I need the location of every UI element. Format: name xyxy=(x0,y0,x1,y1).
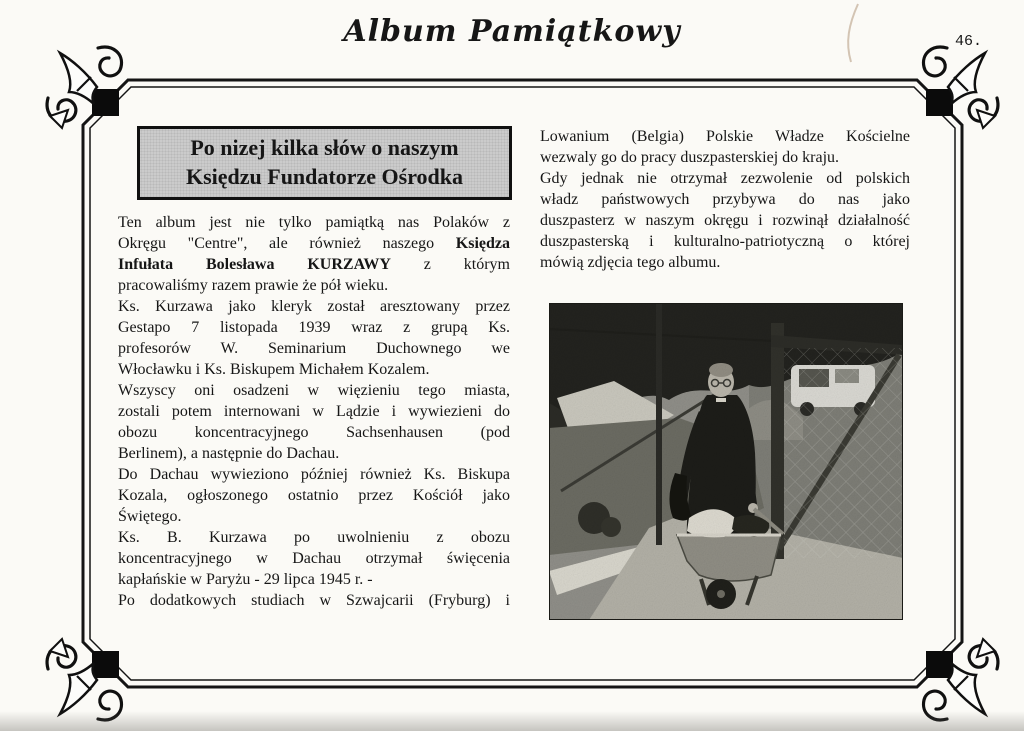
text-line: profesorów W. Seminarium Duchownego we xyxy=(118,340,510,357)
text-line: Włocławku i Ks. Biskupem Michałem Kozalem. xyxy=(118,361,430,378)
corner-ornament-bottom-right xyxy=(924,639,998,720)
photo-priest-wheelbarrow xyxy=(549,303,903,620)
text-line: władz państwowych przybywa do nas jako xyxy=(540,191,910,208)
text-line: Gestapo 7 listopada 1939 wraz z grupą Ks. xyxy=(118,319,510,336)
section-title-line: Po nizej kilka słów o naszym xyxy=(190,135,459,160)
text-line: zostali potem internowani w Lądzie i wywiezieni do xyxy=(118,403,510,420)
text-line: Wszyscy oni osadzeni w więzieniu tego miasta, xyxy=(118,382,510,399)
left-text-column xyxy=(118,212,510,611)
text-line: duszpasterską i kulturalno-patriotyczną o której xyxy=(540,233,910,250)
text-line: wezwaly go do pracy duszpasterskiej do kraju. xyxy=(540,149,840,166)
text-line: Berlinem), a następnie do Dachau. xyxy=(118,445,340,462)
text-line: Ks. B. Kurzawa po uwolnieniu z obozu xyxy=(118,529,510,546)
section-title-line: Księdzu Fundatorze Ośrodka xyxy=(185,164,464,189)
text-line: Świętego. xyxy=(118,508,182,525)
text-line: koncentracyjnego w Dachau otrzymał święcenia xyxy=(118,550,510,567)
page-number: 46. xyxy=(954,33,982,50)
page-title: Album Pamiątkowy xyxy=(343,14,681,49)
corner-ornament-top-left xyxy=(47,47,121,128)
text-line: Ten album jest nie tylko pamiątką nas Polaków z xyxy=(118,214,510,231)
right-text-column xyxy=(540,126,910,273)
text-line: Ks. Kurzawa jako kleryk został aresztowany przez xyxy=(118,298,510,315)
corner-ornament-top-right xyxy=(924,47,998,128)
text-line: Po dodatkowych studiach w Szwajcarii (Fryburg) i xyxy=(118,592,510,609)
text-line: duszpasterz w naszym okręgu i rozwinął działalność xyxy=(540,212,910,229)
scan-edge-shadow xyxy=(0,711,1024,731)
text-line: Okręgu "Centre", ale również naszego Księdza xyxy=(118,235,510,252)
text-line: Kozala, ogłoszonego ostatnio przez Kościół jako xyxy=(118,487,510,504)
text-line: Lowanium (Belgia) Polskie Władze Kościelne xyxy=(540,128,910,145)
text-line: kapłańskie w Paryżu - 29 lipca 1945 r. - xyxy=(118,571,373,588)
text-line: Infułata Bolesława KURZAWY z którym xyxy=(118,256,510,273)
section-title-box xyxy=(137,126,512,200)
text-line: pracowaliśmy razem prawie że pół wieku. xyxy=(118,277,389,294)
text-line: obozu koncentracyjnego Sachsenhausen (pod xyxy=(118,424,510,441)
text-line: mówią zdjęcia tego albumu. xyxy=(540,254,721,271)
text-line: Do Dachau wywieziono później również Ks. Biskupa xyxy=(118,466,510,483)
text-line: Gdy jednak nie otrzymał zezwolenie od polskich xyxy=(540,170,910,187)
corner-ornament-bottom-left xyxy=(47,639,121,720)
